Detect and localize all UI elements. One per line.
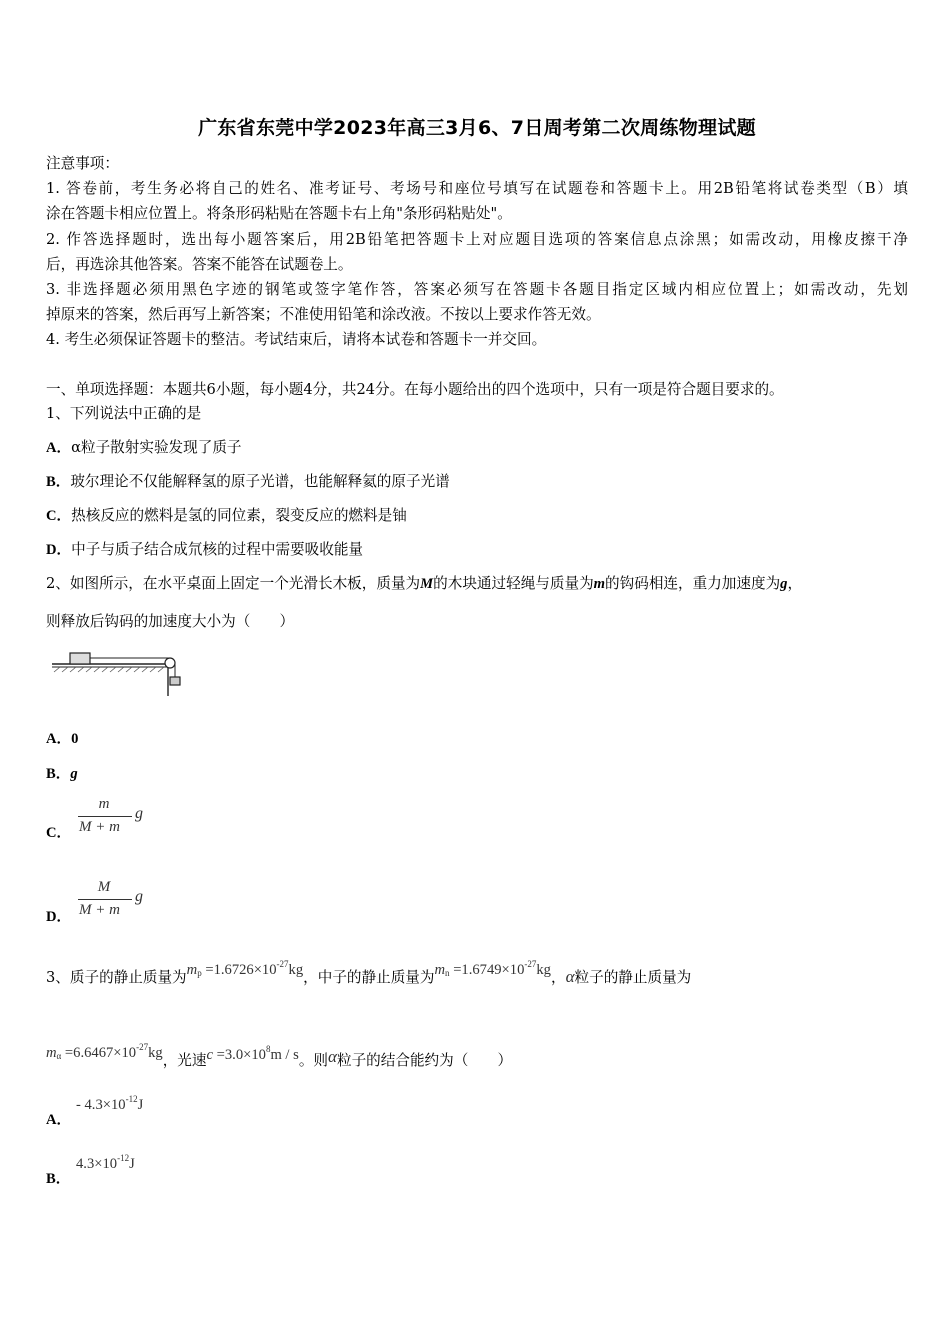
option-text: α粒子散射实验发现了质子 [71, 439, 242, 456]
mass-value: =1.6726×10 [205, 962, 277, 978]
q2-option-d-key [46, 905, 71, 926]
mass-value: =1.6749×10 [453, 962, 525, 978]
q3-option-b [46, 1167, 70, 1188]
fraction-g: g [135, 805, 143, 822]
mass-unit: kg [288, 962, 304, 978]
mass-unit: kg [148, 1045, 163, 1061]
speed-symbol: c [206, 1047, 213, 1063]
option-key: A． [46, 440, 72, 456]
notice-line: 2. 作答选择题时，选出每小题答案后，用2B铅笔把答题卡上对应题目选项的答案信息点涂黑；如需改动，用橡皮擦干净 [46, 231, 908, 248]
proton-mass-expr [186, 959, 304, 978]
block-pulley-diagram [46, 644, 191, 700]
stem-text: ，中子的静止质量为 [303, 969, 435, 986]
notice-line: 3. 非选择题必须用黑色字迹的钢笔或签字笔作答，答案必须写在答题卡各题目指定区域内相应位置上；如需改动，先划 [46, 281, 908, 298]
q1-option-a [46, 436, 242, 457]
question-2-stem [46, 572, 802, 593]
q1-option-c [46, 504, 407, 525]
symbol-m: m [593, 576, 606, 592]
table-hatch [54, 667, 164, 672]
stem-text: 粒子的结合能约为（ ） [336, 1052, 513, 1069]
mass-exponent: -27 [136, 1042, 149, 1052]
q2-option-b [46, 762, 78, 783]
mass-subscript: n [445, 968, 450, 978]
alpha-mass-expr [46, 1042, 163, 1061]
stem-text: ， [550, 969, 566, 986]
stem-text: 的木块通过轻绳与质量为 [433, 575, 594, 592]
question-2-stem-line2: 则释放后钩码的加速度大小为（ ） [46, 613, 295, 630]
option-text: 玻尔理论不仅能解释氢的原子光谱，也能解释氦的原子光谱 [70, 473, 450, 490]
notice-line: 4. 考生必须保证答题卡的整洁。考试结束后，请将本试卷和答题卡一并交回。 [46, 331, 547, 348]
mass-subscript: α [56, 1051, 62, 1061]
q1-option-b [46, 470, 450, 491]
stem-text: 的钩码相连，重力加速度为 [605, 575, 781, 592]
mass-value: =6.6467×10 [64, 1045, 137, 1061]
alpha-symbol: α [328, 1047, 337, 1066]
fraction-g: g [135, 888, 143, 905]
fraction-numerator: m [98, 796, 110, 812]
option-text: 中子与质子结合成氘核的过程中需要吸收能量 [71, 541, 364, 558]
option-key: B． [46, 766, 71, 782]
fraction-numerator: M [97, 879, 111, 895]
fraction-bar [78, 899, 132, 900]
notice-heading: 注意事项： [46, 155, 119, 172]
stem-text: ，光速 [162, 1052, 207, 1069]
option-text: 热核反应的燃料是氢的同位素，裂变反应的燃料是铀 [71, 507, 407, 524]
q3-option-a [46, 1108, 71, 1129]
fraction-bar [78, 816, 132, 817]
neutron-mass-expr [434, 959, 551, 978]
stem-text: 2、如图所示，在水平桌面上固定一个光滑长木板，质量为 [46, 575, 421, 592]
question-1-stem: 1、下列说法中正确的是 [46, 405, 202, 422]
mass-subscript: p [197, 968, 202, 978]
energy-exponent: -12 [125, 1094, 138, 1104]
section-heading: 一、单项选择题：本题共6小题，每小题4分，共24分。在每小题给出的四个选项中，只有一项是符合题目要求的。 [46, 381, 784, 398]
energy-unit: J [137, 1097, 144, 1113]
q3-option-b-expr [76, 1153, 135, 1173]
stem-text: 3、质子的静止质量为 [46, 969, 187, 986]
option-key: C． [46, 825, 72, 841]
energy-value: 4.3×10 [76, 1156, 118, 1172]
mass-symbol: m [434, 962, 446, 978]
speed-value: =3.0×10 [216, 1047, 266, 1063]
q3-option-a-expr [76, 1094, 143, 1114]
option-text: 0 [71, 731, 79, 747]
option-key: D． [46, 909, 72, 925]
mass-symbol: m [186, 962, 198, 978]
mass-symbol: m [46, 1045, 57, 1061]
notice-line: 掉原来的答案，然后再写上新答案；不准使用铅笔和涂改液。不按以上要求作答无效。 [46, 306, 601, 323]
option-key: B． [46, 1171, 71, 1187]
alpha-symbol: α [565, 967, 575, 986]
hanging-mass-m [170, 677, 180, 685]
option-key: A． [46, 731, 72, 747]
q1-option-d [46, 538, 363, 559]
fraction-denominator: M + m [79, 819, 120, 835]
q2-option-a [46, 727, 78, 748]
pulley [165, 658, 175, 668]
mass-exponent: -27 [276, 959, 289, 969]
mass-exponent: -27 [524, 959, 537, 969]
option-key: A． [46, 1112, 72, 1128]
question-3-stem-line2 [46, 1042, 513, 1070]
option-key: B． [46, 474, 71, 490]
mass-unit: kg [536, 962, 551, 978]
symbol-g: g [780, 576, 788, 592]
notice-line: 1. 答卷前，考生务必将自己的姓名、准考证号、考场号和座位号填写在试题卷和答题卡上。用2B铅笔将试卷类型（B）填 [46, 180, 908, 197]
stem-text: ， [787, 575, 803, 592]
notice-line: 涂在答题卡相应位置上。将条形码粘贴在答题卡右上角"条形码粘贴处"。 [46, 205, 512, 222]
question-3-stem [46, 959, 692, 987]
option-key: D． [46, 542, 72, 558]
speed-exponent: 8 [265, 1044, 271, 1054]
light-speed-expr [206, 1044, 299, 1063]
speed-unit: m / s [270, 1047, 299, 1063]
notice-line: 后，再选涂其他答案。答案不能答在试题卷上。 [46, 256, 353, 273]
energy-value: - 4.3×10 [76, 1097, 126, 1113]
symbol-M: M [420, 576, 434, 592]
stem-text: 。则 [298, 1052, 329, 1069]
page-title: 广东省东莞中学2023年高三3月6、7日周考第二次周练物理试题 [198, 117, 756, 139]
fraction-denominator: M + m [79, 902, 120, 918]
block-M [70, 653, 90, 664]
option-key: C． [46, 508, 72, 524]
energy-unit: J [129, 1156, 135, 1172]
stem-text: 粒子的静止质量为 [574, 969, 692, 986]
q2-option-c-key [46, 821, 71, 842]
option-text: g [70, 766, 78, 782]
energy-exponent: -12 [117, 1153, 130, 1163]
